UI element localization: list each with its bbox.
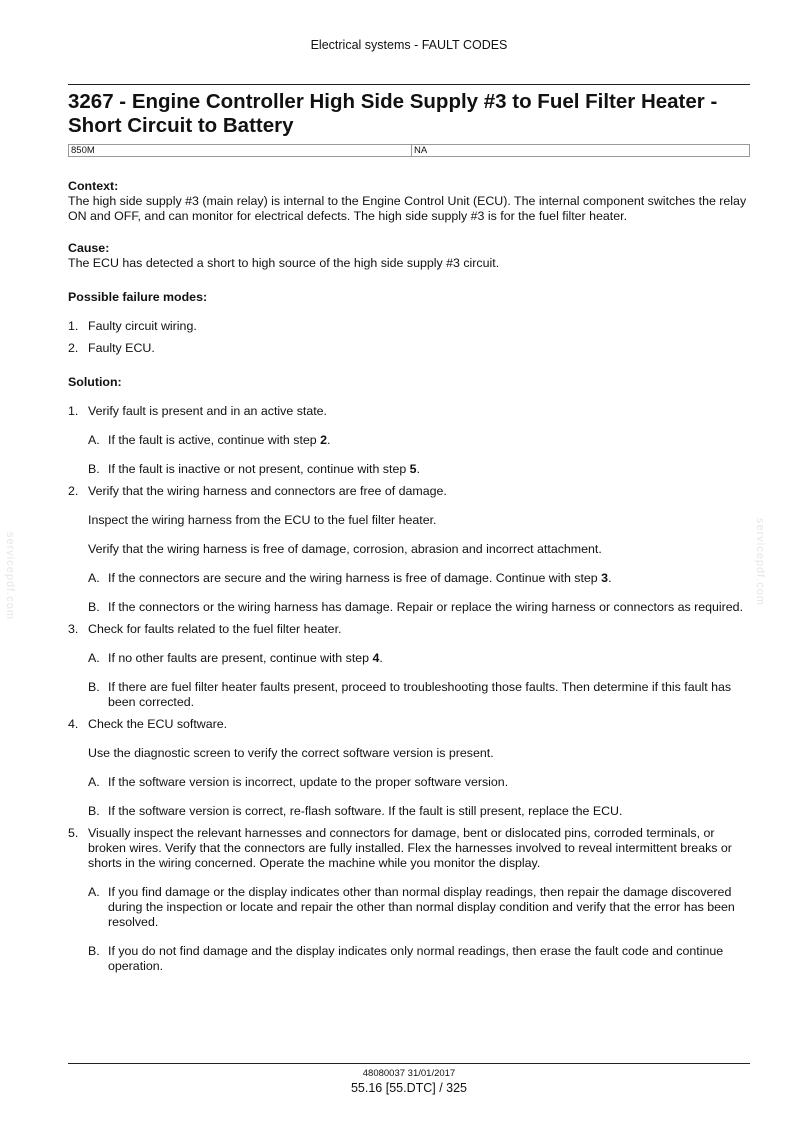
step-text: Visually inspect the relevant harnesses and connectors for damage, bent or dislocated pins, corroded terminals, or broken wires. Verify that the connectors are fully installed. Flex the harnesses involved to reveal intermittent breaks or shorts in the wiring concerned. Operate the machine while you monitor the display. bbox=[88, 826, 732, 870]
substep-text-pre: If the software version is correct, re-flash software. If the fault is still present, replace the ECU. bbox=[108, 804, 623, 818]
substep-letter: A. bbox=[88, 433, 100, 447]
step-number: 2. bbox=[68, 484, 79, 498]
substep-step-ref: 5 bbox=[409, 462, 417, 476]
solution-step bbox=[68, 404, 752, 477]
list-item-number: 2. bbox=[68, 341, 79, 355]
failure-modes-list bbox=[68, 319, 752, 356]
substep-step-ref: 3 bbox=[601, 571, 609, 585]
substep bbox=[88, 680, 752, 710]
substep-letter: B. bbox=[88, 944, 100, 958]
step-text: Check for faults related to the fuel filter heater. bbox=[88, 622, 342, 636]
page-title: 3267 - Engine Controller High Side Supply #3 to Fuel Filter Heater - Short Circuit to Battery bbox=[68, 90, 718, 137]
list-item-text: Faulty circuit wiring. bbox=[88, 319, 197, 333]
step-row bbox=[68, 826, 752, 871]
substep bbox=[88, 600, 752, 615]
page-header: Electrical systems - FAULT CODES bbox=[310, 38, 508, 52]
solution-step bbox=[68, 717, 752, 819]
watermark-left: servicepdf.com bbox=[3, 532, 16, 620]
model-table bbox=[68, 144, 750, 157]
footer-doc-code: 48080037 31/01/2017 bbox=[362, 1068, 456, 1079]
solution-heading: Solution: bbox=[68, 375, 122, 389]
substep-letter: B. bbox=[88, 462, 100, 476]
substep-text-pre: If you do not find damage and the display indicates only normal readings, then erase the fault code and continue operation. bbox=[108, 944, 724, 973]
solution-step bbox=[68, 826, 752, 974]
step-paragraph: Use the diagnostic screen to verify the correct software version is present. bbox=[88, 746, 494, 760]
substep-letter: A. bbox=[88, 775, 100, 789]
step-row bbox=[68, 717, 752, 732]
step-number: 3. bbox=[68, 622, 79, 636]
substep-text-pre: If the fault is inactive or not present, continue with step bbox=[108, 462, 410, 476]
footer-page-number: 55.16 [55.DTC] / 325 bbox=[350, 1081, 468, 1095]
substep-text-pre: If no other faults are present, continue with step bbox=[108, 651, 373, 665]
substep-letter: A. bbox=[88, 651, 100, 665]
substep-step-ref: 4 bbox=[372, 651, 380, 665]
substep-text bbox=[108, 462, 752, 477]
step-paragraph: Verify that the wiring harness is free of damage, corrosion, abrasion and incorrect attachment. bbox=[88, 542, 602, 556]
substep-text-post: . bbox=[379, 651, 383, 665]
substep-step-ref: 2 bbox=[320, 433, 328, 447]
substep-letter: B. bbox=[88, 804, 100, 818]
step-row bbox=[68, 404, 752, 419]
substep bbox=[88, 944, 752, 974]
step-number: 4. bbox=[68, 717, 79, 731]
substep-text-pre: If the connectors are secure and the wiring harness is free of damage. Continue with step bbox=[108, 571, 602, 585]
list-item bbox=[68, 319, 752, 334]
substep bbox=[88, 775, 752, 790]
step-row bbox=[68, 484, 752, 499]
list-item-number: 1. bbox=[68, 319, 79, 333]
solution-step bbox=[68, 622, 752, 710]
cause-heading: Cause: bbox=[68, 241, 110, 255]
step-number: 5. bbox=[68, 826, 79, 840]
substep bbox=[88, 804, 752, 819]
substep-text-post: . bbox=[416, 462, 421, 476]
substep-text bbox=[108, 680, 752, 710]
cause-text: The ECU has detected a short to high source of the high side supply #3 circuit. bbox=[68, 256, 500, 270]
substep bbox=[88, 571, 752, 586]
step-text: Check the ECU software. bbox=[88, 717, 228, 731]
step-text: Verify that the wiring harness and connectors are free of damage. bbox=[88, 484, 447, 498]
document-body bbox=[68, 179, 752, 974]
context-heading: Context: bbox=[68, 179, 119, 193]
substep-letter: B. bbox=[88, 680, 100, 694]
substep-text bbox=[108, 944, 752, 974]
substep-text-post: . bbox=[608, 571, 612, 585]
substep-text-pre: If the fault is active, continue with step bbox=[108, 433, 321, 447]
list-item-text: Faulty ECU. bbox=[88, 341, 155, 355]
substep-text bbox=[108, 433, 752, 448]
solution-steps bbox=[68, 404, 752, 974]
footer-rule bbox=[68, 1063, 750, 1064]
list-item bbox=[68, 341, 752, 356]
substep-text-post: . bbox=[327, 433, 331, 447]
context-text: The high side supply #3 (main relay) is internal to the Engine Control Unit (ECU). The internal component switches the relay ON and OFF, and can monitor for electrical defects. The high side supply #3 is for the fuel filter heater. bbox=[68, 194, 747, 223]
substep-text bbox=[108, 651, 752, 666]
substep-letter: B. bbox=[88, 600, 100, 614]
model-cell: 850M bbox=[69, 145, 412, 156]
step-row bbox=[68, 622, 752, 637]
step-paragraph: Inspect the wiring harness from the ECU to the fuel filter heater. bbox=[88, 513, 437, 527]
substep bbox=[88, 885, 752, 930]
step-number: 1. bbox=[68, 404, 79, 418]
substep-text bbox=[108, 775, 752, 790]
substep-text bbox=[108, 571, 752, 586]
substep-letter: A. bbox=[88, 571, 100, 585]
substep bbox=[88, 651, 752, 666]
step-text: Verify fault is present and in an active state. bbox=[88, 404, 327, 418]
substep bbox=[88, 462, 752, 477]
failure-modes-heading: Possible failure modes: bbox=[68, 290, 208, 304]
solution-step bbox=[68, 484, 752, 615]
value-cell: NA bbox=[414, 145, 428, 156]
substep-text bbox=[108, 600, 752, 615]
header-rule bbox=[68, 84, 750, 85]
substep-text-pre: If the connectors or the wiring harness has damage. Repair or replace the wiring harness or connectors as required. bbox=[108, 600, 744, 614]
watermark-right: servicepdf.com bbox=[753, 518, 766, 606]
substep-letter: A. bbox=[88, 885, 100, 899]
substep-text-pre: If you find damage or the display indicates other than normal display readings, then repair the damage discovered during the inspection or locate and repair the other than normal display condition and verify that the error has been resolved. bbox=[108, 885, 735, 929]
substep-text bbox=[108, 804, 752, 819]
substep-text-pre: If the software version is incorrect, update to the proper software version. bbox=[108, 775, 509, 789]
substep-text bbox=[108, 885, 752, 930]
substep-text-pre: If there are fuel filter heater faults present, proceed to troubleshooting those faults. Then determine if this fault has been corrected. bbox=[108, 680, 732, 709]
substep bbox=[88, 433, 752, 448]
